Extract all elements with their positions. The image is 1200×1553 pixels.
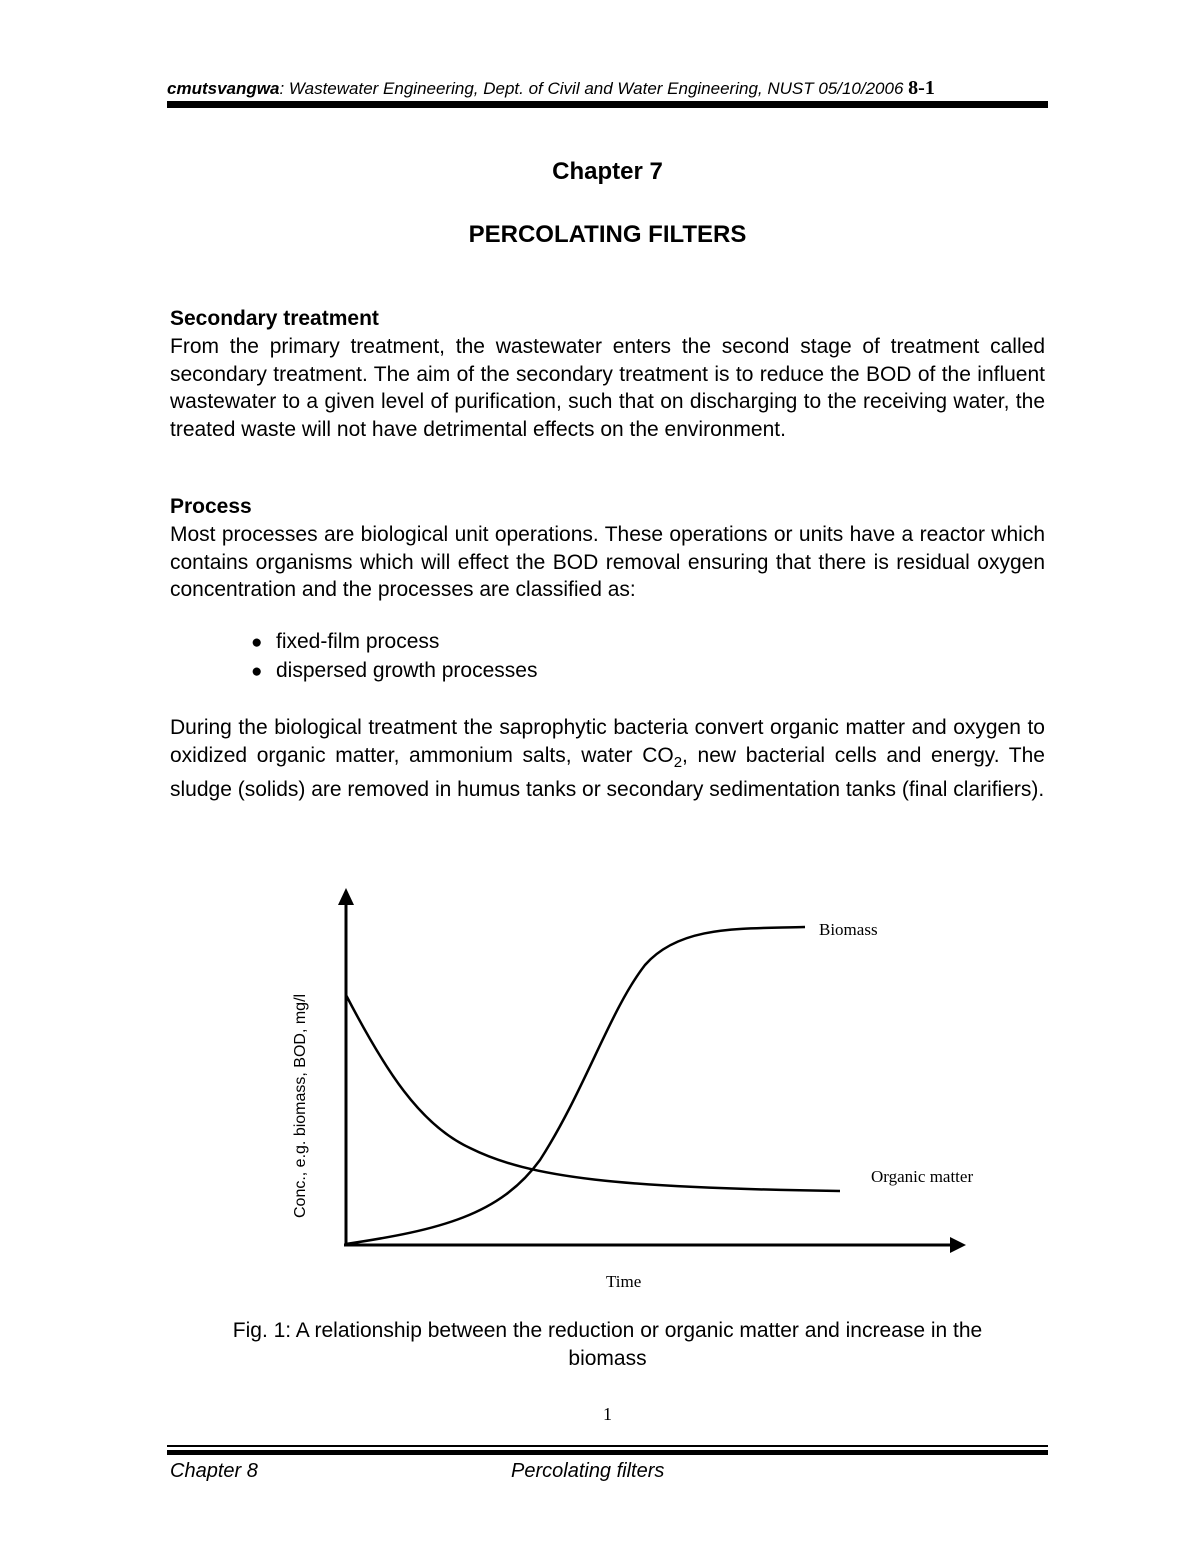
x-axis-label: Time [606, 1272, 642, 1291]
section-heading-secondary-treatment: Secondary treatment [170, 307, 379, 330]
biomass-label: Biomass [819, 920, 878, 939]
footer-title: Percolating filters [511, 1460, 665, 1482]
header-page-ref: 8-1 [908, 77, 935, 99]
header-info: : Wastewater Engineering, Dept. of Civil and Water Engineering, NUST 05/10/2006 [279, 79, 909, 98]
chapter-label: Chapter 7 [552, 158, 663, 185]
paragraph-text: During the biological treatment the saprophytic bacteria convert organic matter and oxygen to oxidized organic matter, ammonium salts, water CO [170, 716, 1045, 767]
list-item: dispersed growth processes [276, 659, 538, 682]
footer-chapter: Chapter 8 [170, 1460, 258, 1482]
y-axis-label: Conc., e.g. biomass, BOD, mg/l [292, 993, 309, 1218]
figure-caption [170, 1317, 1045, 1373]
subscript: 2 [673, 753, 683, 771]
section-heading-process: Process [170, 495, 252, 518]
paragraph-text: , new bacterial cells and energy. The sludge (solids) are removed in humus tanks or secondary sedimentation tanks (final clarifiers). [170, 743, 1045, 802]
organic-matter-label: Organic matter [871, 1167, 974, 1186]
organic-matter-curve [346, 995, 840, 1191]
biomass-curve [346, 927, 805, 1244]
list-item: fixed-film process [276, 630, 440, 653]
bullet-icon: ● [251, 661, 263, 682]
footer-rule [167, 1450, 1048, 1455]
bullet-icon: ● [251, 632, 263, 653]
page-number: 1 [603, 1404, 612, 1424]
paragraph-process: Most processes are biological unit operations. These operations or units have a reactor which contains organisms which will effect the BOD removal ensuring that there is residual oxygen concentration and the processes are classified as: [170, 523, 1045, 602]
figure-caption-line: Fig. 1: A relationship between the reduction or organic matter and increase in the [232, 1319, 983, 1342]
footer-rule [167, 1445, 1048, 1447]
x-axis-arrow-icon [950, 1237, 966, 1253]
paragraph-secondary-treatment: From the primary treatment, the wastewater enters the second stage of treatment called secondary treatment. The aim of the secondary treatment is to reduce the BOD of the influent wastewater to a given level of purification, such that on discharging to the receiving water, the treated waste will not have detrimental effects on the environment. [170, 335, 1045, 441]
figure-caption-line: biomass [568, 1347, 647, 1370]
header-author: cmutsvangwa [167, 79, 280, 98]
y-axis-arrow-icon [338, 888, 354, 905]
page-title: PERCOLATING FILTERS [468, 221, 747, 248]
